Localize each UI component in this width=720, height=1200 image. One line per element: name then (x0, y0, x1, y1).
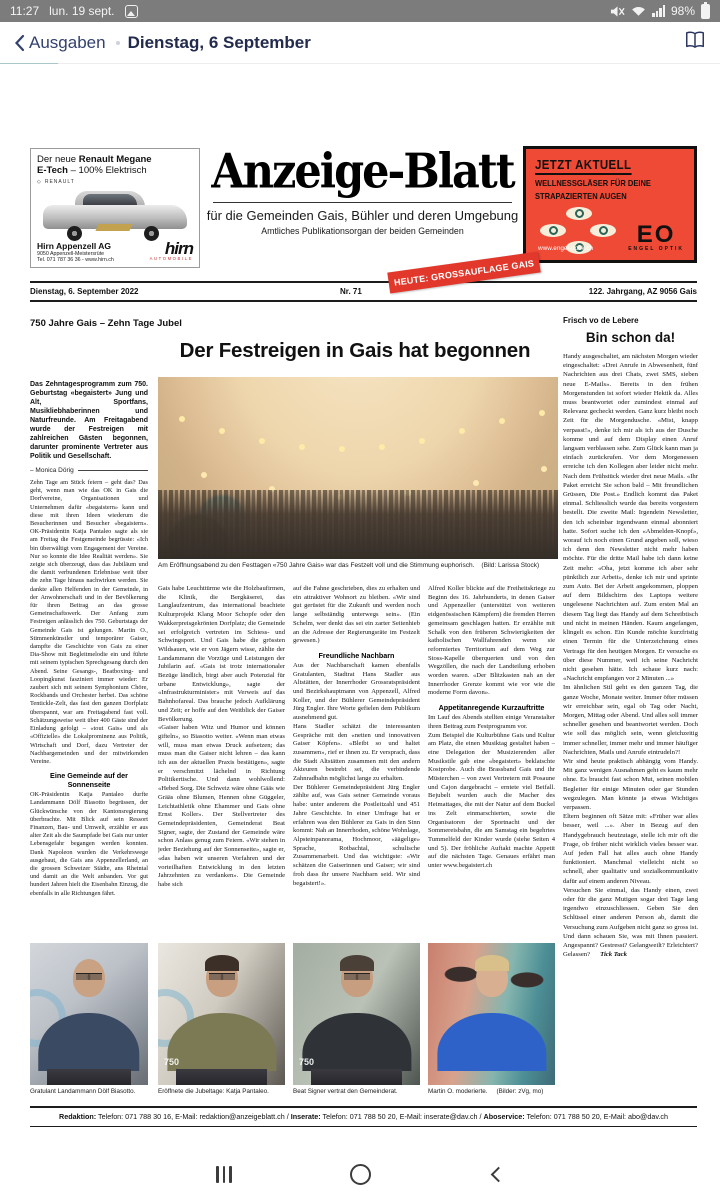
ad-text-bold: Renault Megane (78, 154, 152, 165)
subhead-sonnenseite: Eine Gemeinde auf der Sonnenseite (50, 771, 128, 790)
car-image (41, 189, 189, 241)
article-headline: Der Festreigen in Gais hat begonnen (179, 339, 531, 362)
ad-headline: JETZT AKTUELL (535, 158, 631, 175)
article-lead: Das Zehntagesprogramm zum 750. Geburtstag «begaistert» Jung und Alt, Sportfans, Musikliebhaberinnen und Naturfreunde. Am Freitagabend wurde der Festreigen mit zahlreichen Gästen begonnen, darunter prominente Vertreter aus Politik und Gesellschaft. (30, 381, 148, 460)
article-col1 (30, 380, 148, 940)
dateline-date: Dienstag, 6. September 2022 (30, 287, 139, 296)
photo-caption-3: Beat Signer vertrat den Gemeinderat. (293, 1088, 398, 1095)
eye-icon (566, 207, 592, 220)
jubilee-750-logo: 750 (164, 1057, 180, 1067)
festzelt-photo (158, 377, 558, 559)
article-kicker: 750 Jahre Gais – Zehn Tage Jubel (30, 318, 182, 329)
ad-line2: STRAPAZIERTEN AUGEN (535, 192, 627, 201)
crowd (158, 490, 558, 559)
photo-credit: (Bild: Larissa Stock) (481, 562, 540, 569)
dateline-edition: 122. Jahrgang, AZ 9056 Gais (588, 287, 697, 296)
body-text: Zum Beispiel die Kulturbühne Gais und Kultur am Platz, die einen Musiktag gestaltet haben – eine Delegation der Musizierenden aller Musikstile gab eine «begaistert» beklatschte Kostprobe. Auch die Brassband Gais und ihr Müsterchen – von zwei Vertretern mit Posaune und Cajon dargebracht – erntete viel Beifall. Bejubelt wurden auch die Macher des Heimattages, die mit der Natur auf dem Buckel ins Zelt einmarschierten, sowie die Organisatoren der Sportnacht und der Sommereisbahn, die am Samstag ein begehrtes Tummelfeld der Kinder wurde (siehe Seiten 4 und 5). Der fröhliche Auftakt machte Appetit auf die nächsten Tage. Genaues erfährt man unter www.begaistert.ch (428, 731, 555, 870)
issue-title: Dienstag, 6 September (127, 32, 311, 52)
portrait-photo-martin-o (428, 943, 555, 1085)
status-bar (0, 0, 720, 22)
back-icon (490, 1166, 506, 1182)
footer-text: Telefon: 071 788 50 20, E-Mail: inserate@dav.ch / (320, 1112, 484, 1121)
mute-icon (610, 5, 625, 18)
renault-diamond-icon: ◇ (37, 179, 42, 185)
right-article-rubric: Frisch vo de Lebere (563, 316, 639, 325)
dealer-address: 9050 Appenzell-Meistersrüte (37, 251, 105, 257)
masthead-subtitle: für die Gemeinden Gais, Bühler und deren Umgebung (206, 208, 519, 223)
dateline-number: Nr. 71 (340, 287, 362, 296)
body-text: Eltern beginnen oft Sätze mit: «Früher war alles besser, weil ...». Aber in Bezug auf den Handygebrauch heutzutage, stelle ich mir oft die Frage, ob früher nicht wirklich vieles besser war. Auf jeden Fall hat alles auch ohne Handy funktioniert. Manchmal vielleicht nicht so schnell, aber qualitativ und sozialkommunikativ dafür auf einem anderen Niveau. (563, 813, 698, 885)
ad-text: – 100% Elektrisch (67, 165, 147, 176)
article-col2 (158, 585, 285, 937)
portrait-photo-pantaleo (158, 943, 285, 1085)
ad-line1: WELLNESSGLÄSER FÜR DEINE (535, 179, 651, 188)
separator-dot-icon (116, 41, 120, 45)
wifi-icon (631, 5, 646, 17)
screenshot-notification-icon (125, 5, 138, 18)
body-text: Im Lauf des Abends stellten einige Veranstalter ihren Beitrag zum Festprogramm vor. (428, 714, 555, 730)
portrait-photo-biasotto (30, 943, 148, 1085)
eye-icon (590, 224, 616, 237)
body-text: OK-Präsidentin Katja Pantaleo durfte Landammann Dölf Biasotto begrüssen, der Glückwünsche von der Kantonsregierung überbrachte. Mit Blick auf sein Ressort Finanzen, Bau- und Umwelt, erzählte er aus alter Zeit als die Saumpfade bei Gais nur unter Lebensgefahr begangen werden konnten. Dank Napoleon wurden die Verkehrswege ausgebaut, die Gais ans Appenzellerland, an die grossen Schweizer Städte, ans Rheintal und damit an die Welt anbanden. Vor gut hundert Jahren hielt die Eisenbahn Einzug, die ebenfalls in alle Richtungen fährt. (30, 791, 148, 897)
body-text: Im ähnlichen Stil geht es den ganzen Tag, die ganze Woche, Monate weiter. Immer öfter müssen wir erreichbar sein, egal ob Tag oder Nacht, Morgen, Mittag oder Abend. Und alles soll immer schneller gesehen und beantwortet werden. Doch wie soll das möglich sein, wenn gleichzeitig immer schneller, immer mehr und immer häufiger Nachrichten, Mails und Anrufe eintrudeln?! (563, 684, 698, 756)
recents-icon (216, 1166, 232, 1183)
hirn-logo (149, 239, 193, 261)
back-to-ausgaben-button[interactable] (14, 33, 106, 53)
signal-icon (652, 5, 665, 17)
photo-caption-2: Eröffnete die Jubeltage: Katja Pantaleo. (158, 1088, 269, 1095)
body-text: Gais habe Leuchttürme wie die Holzbaufirmen, die Klinik, die Bergkäserei, das Langlaufzentrum, das international beachtete Kulturprojekt Klang Moor Schopfe oder den Wakkerpreisgekrönten Dorfplatz; die Gemeinde sei erfolgreich vertreten im Schiess- und Schwingsport. Und Gais habe die grössten Wildsauen, wie er von Jägern wisse, zählte der Landammann die Vorzüge und Leistungen der Jubilarin auf. «Gais ist trotz internationaler Bezüge ländlich, birgt aber auch Potenzial für urbane Entwicklung», sagte der «Infrastrukturminister» mit Verweis auf das Bahnhofareal. Das brauche jedoch Aufklärung und Zeit; er hoffe auf den Weitblick der Gaiser Bevölkerung. (158, 585, 285, 723)
hirn-logo-sub: AUTOMOBILE (149, 256, 193, 261)
body-text: Der Bühlerer Gemeindepräsident Jürg Engler zählte auf, was Gais seiner Gemeinde voraus habe: unter anderem die Postleitzahl und 451 Jahre Geschichte. In einer Umfrage hat er erfahren was den Bühlerer zu Gais in den Sinn kommt: Nah an Innerrhoden, schöne Wohnlage, Alpsteinpanorama, Hochmoor, «äägelige» Sprache, Rotbachtal, schulische Zusammenarbeit. Und das wichtigste: «Wir schätzen die Gaiserinnen und Gaiser; wir sind froh dass ihr unsere Nachbarn seid. Wir sind begaistert!». (293, 783, 420, 887)
article-col3 (293, 585, 420, 937)
body-text: Aus der Nachbarschaft kamen ebenfalls Gratulanten, Stadtrat Hans Stadler aus Altstätten, der Innerrhoder Grossratspräsident und Bezirkshauptmann von Appenzell, Alfred Koller, und der Bühlerer Gemeindepräsident Jürg Engler. Ihre Worte gefielen dem Publikum ausnehmend gut. (293, 661, 420, 722)
subhead-nachbarn: Freundliche Nachbarn (318, 650, 395, 660)
status-time: 11:27 (10, 4, 40, 18)
masthead-organ-line: Amtliches Publikationsorgan der beiden Gemeinden (261, 226, 464, 236)
body-text: Wir sind heute praktisch abhängig vom Handy. Mit ganz wenigen Ausnahmen geht es kaum mehr ohne. Es braucht fast schon Mut, seinen mobilen Begleiter für einige Minuten oder gar Stunden wegzulegen. Man könnte ja etwas Wichtiges verpassen. (563, 757, 698, 811)
photo-caption-1: Gratulant Landammann Dölf Biasotto. (30, 1088, 136, 1095)
jubilee-750-logo: 750 (299, 1057, 315, 1067)
battery-icon (701, 4, 710, 19)
footer-label: Redaktion: (59, 1112, 97, 1121)
book-icon (684, 30, 706, 50)
renault-brand: RENAULT (44, 179, 75, 185)
body-text: Hans Stadler schätzt die interessanten Gespräche mit den «netten und innovativen Gaiser Köpfen». «Bleibt so und haltet zusammen», rief er ihnen zu. Er versprach, dass die Stadt Altstätten zusammen mit den andern Akteuren bestrebt sei, die verbindende Zahnradbahn möglichst lange zu erhalten. (293, 722, 420, 783)
ad-text-bold: E-Tech (37, 165, 68, 176)
article-byline: – Monica Dörig (30, 467, 148, 474)
footer-text: Telefon: 071 788 50 20, E-Mail: abo@dav.ch (524, 1112, 668, 1121)
battery-percent: 98% (670, 4, 695, 18)
bookmarks-button[interactable] (684, 30, 706, 55)
body-text: Handy ausgeschaltet, am nächsten Morgen wieder eingeschaltet: «Drei Anrufe in Abwesenheit, fünf Nachrichten aus drei Chats, zwei SMS, sieben neue E-Mails». Bereits in den frühen Morgenstunden ist sofort wieder Hektik da. Alles muss beantwortet oder zumindest einmal auf Relevanz gecheckt werden. Ganz kurz bleibt noch Zeit für die Morgendusche. «Mist, knapp verpasst!», denke ich mir als ich aus der Dusche komme und auf dem Display einen Anruf langsam verblassen sehe. Zum Glück kann man ja einfach zurückrufen. Vor dem Morgenessen erreiche ich den Kollegen aber leider nicht mehr. Nach dem Frühstück wieder drei neue Mails. «Ihr Paket erreicht Sie schon bald – Mit freundlichen Grüssen, Die Post.» Endlich kommt das Paket einmal. Schliesslich wurde das bereits vorgestern bestellt. Die zweite Mail: Irgendein Newsletter, den ich scheinbar irgendwann einmal abonniert hatte. Sofort suche ich den «Abmelden-Knopf», worauf ich noch einen Grund angeben soll, wieso ich denn den Newsletter nicht mehr haben möchte. Für die dritte Mail habe ich dann keine Zeit mehr: «Oha, jetzt komme ich aber sehr pünktlich zur Arbeit», denke ich mir und sprinte zum Auto. Bei der Arbeit angekommen, ploppen auf dem Bildschirm des Laptops weitere ungelesene Nachrichten auf. Zum ersten Mal an diesem Tag liegt das Handy auf dem Schreibtisch und nicht in meinen Händen. Kaum angefangen, klingelt es schon. Ein Kunde möchte kurzfristig einen Termin für die Unterzeichnung eines Vertrags für den heutigen Morgen. Er versuche es über diese Nummer, weil ich seine Nachricht nicht gesehen hätte. Ich schaue kurz nach: «Nachricht empfangen vor 2 Minuten ...» (563, 353, 698, 683)
right-article (563, 316, 698, 1086)
nav-home-button[interactable] (340, 1159, 380, 1189)
dateline (30, 281, 697, 302)
subhead-kurzauftritte: Appetitanregende Kurzauftritte (438, 703, 545, 713)
nav-recents-button[interactable] (204, 1159, 244, 1189)
home-icon (350, 1164, 371, 1185)
ad-text: Der neue (37, 154, 79, 165)
ribbon-text: HEUTE: GROSSAUFLAGE GAIS (393, 257, 535, 288)
renault-ad (30, 148, 200, 268)
ad-url: www.engel-optik.ch (538, 245, 594, 252)
eo-logo-sub: ENGEL OPTIK (628, 246, 684, 252)
hirn-logo-text: hirn (164, 239, 193, 258)
back-chevron-icon (14, 34, 25, 52)
right-article-title: Bin schon da! (585, 330, 676, 345)
body-text: Alfred Koller blickte auf die Freiheitskriege zu Beginn des 16. Jahrhunderts, in denen Gaiser und Appenzeller (unterstützt von weiteren eidgenössischen Kämpfern) die fremden Herren gemeinsam geschlagen hatten. Er erzählte mit Schalk von den früheren Schwierigkeiten der katholischen Wallfahrenden wenn sie reformiertes Territorium auf dem Weg zur Stoss-Kapelle überquerten und von den Wegzöllen, die nach der Landteilung erhoben worden waren. «Der Blitzkasten nah an der Innerrhoder Grenze kommt wie vor wie die moderne Form davon». (428, 585, 555, 697)
body-text: Zehn Tage am Stück feiern – geht das? Das geht, wenn man wie das OK in Gais die Dorfvereine, Organisationen und Unternehmen dafür «begaistern» kann und diese mit ihren Ideen wiederum die Besucherinnen und Besucher «begaistern». OK-Präsidentin Katja Pantaleo sagte als sie am Freitag die Festgemeinde begrüsste: «Ich bin überwältigt vom Engagement der Vereine. Nur so konnte die Idee Realität werden». Sie zeigte sich überzeugt, dass das Jubiläum und die damit verbundenen Erlebnisse weit über die zehn Tage hinaus nachwirken werden. Sie dankte allen Helfenden in der Gemeinde, in der Anwohnerschaft und in der Bevölkerung für ihren Beitrag an das grosse Gemeinschaftswerk. Der Anfang zum Festreigen anlässlich des 750. Geburtstags der Gemeinde Gais ist gelungen. Martin O., Stimmenkünstler und temporärer Gaiser, dampfte die Geschichte von Gais zu einer Dia-Show mit Begleitmelodie ein und führte mit seinem typischen Sprechgesang durch den Abend. Seine Gesangs-, Beatboxing- und Loopingkunst fasziniert immer wieder: Er zaubert sich mit seinem Symphonium Chöre, Rockbands und Orchester herbei. Das schöne Tentickle-Zelt, das fast den ganzen Dorfplatz überspannt, war am Freitagabend fast voll. Schätzungsweise weit über 400 Gäste sind der Einladung gefolgt – «tout Gais» und als «Offizielle» die Lokalprominenz aus Politik, Wirtschaft und Dorf, dazu Vertreter der Nachbargemeinden und der mitwirkenden Vereine. (30, 479, 148, 765)
eye-icon (540, 224, 566, 237)
footer-text: Telefon: 071 788 30 16, E-Mail: redaktion@anzeigeblatt.ch / (96, 1112, 291, 1121)
android-nav-bar (0, 1148, 720, 1200)
footer-label: Aboservice: (483, 1112, 525, 1121)
body-text: auf die Fahne geschrieben, dies zu erhalten und ein attraktiver Wohnort zu bleiben. «Wir sind gut gerüstet für die Zukunft und werden noch lange selbständig unterwegs sein». (Ein Schelm, wer denkt das sei ein zarter Seitenhieb an die Adresse der Regierungsräte im Festzelt gewesen.) (293, 585, 420, 645)
newspaper-page[interactable] (0, 64, 720, 1150)
paper-footer (30, 1106, 697, 1127)
main-photo-caption: Am Eröffnungsabend zu den Festtagen «750 Jahre Gais» war das Festzelt voll und die Stimmung euphorisch. (Bild: Larissa Stock) (158, 562, 540, 569)
footer-label: Inserate: (290, 1112, 321, 1121)
article-col4 (428, 585, 555, 937)
app-bar (0, 22, 720, 64)
back-label: Ausgaben (29, 32, 106, 52)
photo-caption-4: Martin O. moderierte. (Bilder: zVg, mo) (428, 1088, 544, 1095)
masthead-title: Anzeige-Blatt (211, 144, 514, 200)
body-text: «Gaiser haben Witz und Humor und können gifteln», so Biasotto weiter. «Wenn man etwas will, muss man etwas Druck aufsetzen; das muss man die Gaiser nicht lehren – das kann ich aus der aktuellen Praxis bestätigen», sagte er verschmitzt lächelnd in Richtung Politikertische. Und dann wohlwollend: «Hebed Sorg. Die Schweiz wäre ohne Gääs wie Grääs ohne Blumen, Hennen ohne Güggeler, Leichtathletik ohne Ehammer und Gais ohne Ernst Koller». Der Stellvertreter des Gemeindepräsidenten, Gemeinderat Beat Signer, sagte, der Zustand der Gemeinde wäre schon Anlass genug zum Feiern. «Wir stehen in jeder Beziehung auf der Sonnenseite», sagte er, «das haben wir unseren Vorfahren und der vorteilhaften Entwicklung in den letzten Jahrzehnten zu verdanken». Die Gemeinde habe sich (158, 724, 285, 888)
nav-back-button[interactable] (476, 1159, 516, 1189)
dealer-name: Hirn Appenzell AG (37, 241, 111, 251)
masthead-rule (213, 202, 512, 203)
status-date: lun. 19 sept. (49, 4, 115, 18)
engel-optik-logo (628, 221, 684, 252)
masthead (205, 146, 520, 236)
photos-credit: (Bilder: zVg, mo) (496, 1088, 544, 1095)
dealer-phone: Tel. 071 787 36 36 - www.hirn.ch (37, 257, 114, 263)
column-signature: Tick Tack (600, 951, 627, 959)
eo-logo-text: EO (636, 221, 676, 248)
portrait-photo-signer (293, 943, 420, 1085)
engel-optik-ad (523, 146, 697, 263)
body-text: Versuchen Sie einmal, das Handy einen, zwei oder für die ganz Mutigen sogar drei Tage lang irgendwo einzuschliessen. Geben Sie den Schlüssel einer anderen Person ab, damit die Versuchung zum Aufgeben nicht ganz so gross ist. Und dann schauen Sie, was mit Ihnen passiert. Angespannt? Gestresst? Gelangweilt? Erleichtert? Gelassen? Tick Tack (563, 886, 698, 959)
